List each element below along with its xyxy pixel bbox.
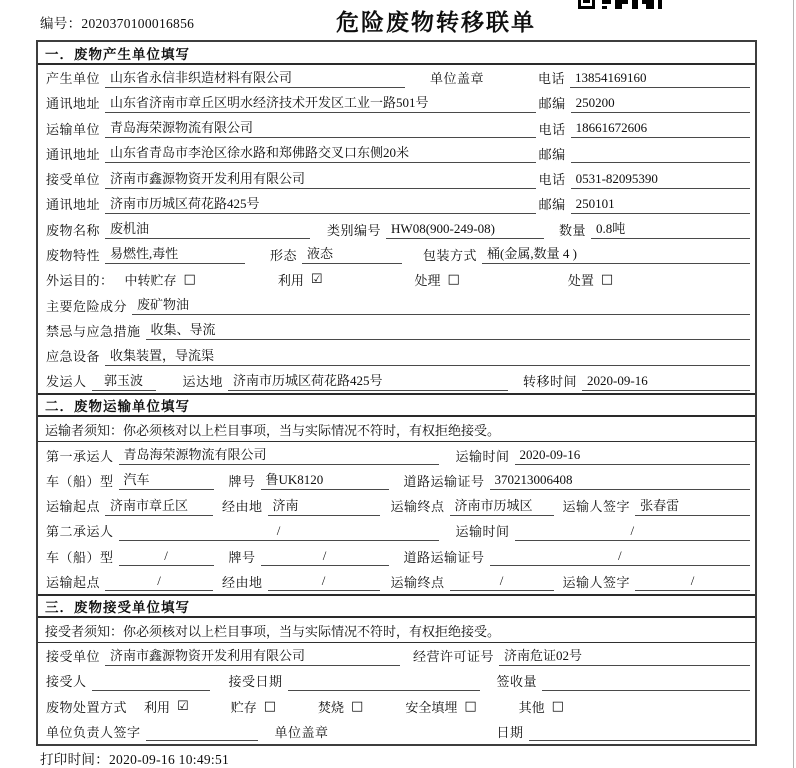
field-label: 运输时间 — [455, 524, 510, 540]
print-time-label: 打印时间： — [40, 752, 109, 767]
field-value: / — [450, 571, 554, 591]
field-value: / — [635, 571, 750, 591]
field-label: 单位盖章 — [430, 71, 485, 87]
field-label: 电话 — [538, 172, 566, 188]
row-transport-unit — [38, 116, 755, 141]
checkbox-icon: □ — [551, 698, 564, 714]
field-value: 济南危证02号 — [499, 646, 750, 666]
field-label: 道路运输证号 — [403, 549, 485, 565]
field-value: 2020-09-16 — [582, 371, 750, 391]
row-hazard-component — [38, 292, 755, 317]
field-label: 单位负责人签字 — [46, 724, 141, 740]
field-value: 青岛海荣源物流有限公司 — [119, 445, 439, 465]
print-time-value: 2020-09-16 10:49:51 — [109, 752, 230, 767]
field-value: / — [105, 571, 213, 591]
checkbox-icon: □ — [464, 698, 477, 714]
field-value: 易燃性,毒性 — [105, 244, 245, 264]
field-value — [542, 671, 750, 691]
field-value: 山东省青岛市李沧区徐水路和郑佛路交叉口东侧20米 — [105, 143, 536, 163]
field-label: 运输终点 — [390, 574, 445, 590]
receiver-notice: 接受者须知：你必须核对以上栏目事项，当与实际情况不符时，有权拒绝接受。 — [38, 618, 755, 643]
checkbox-option — [415, 270, 460, 289]
checkbox-option — [318, 697, 363, 716]
field-value: 收集、导流 — [146, 320, 750, 340]
field-value — [92, 671, 210, 691]
field-value: 废矿物油 — [132, 295, 750, 315]
checkbox-icon: □ — [183, 272, 196, 288]
qr-code-cropped-icon — [578, 0, 662, 9]
row-accept-unit — [38, 643, 755, 668]
field-label: 废物名称 — [46, 222, 101, 238]
field-label: 签收量 — [496, 674, 538, 690]
field-label: 第二承运人 — [46, 524, 114, 540]
row-transport-route-2 — [38, 569, 755, 594]
checkbox-label: 中转贮存 — [124, 273, 177, 289]
field-label: 通讯地址 — [46, 96, 101, 112]
field-value: 250200 — [571, 93, 750, 113]
field-label: 运输起点 — [46, 499, 101, 515]
checkbox-icon: □ — [263, 698, 276, 714]
field-value: / — [268, 571, 380, 591]
checkbox-icon: ☑ — [310, 272, 323, 288]
checkbox-option — [125, 270, 196, 289]
field-value: / — [490, 546, 750, 566]
field-value: 370213006408 — [490, 470, 750, 490]
field-value: 青岛海荣源物流有限公司 — [105, 118, 536, 138]
field-value: 张春雷 — [635, 496, 750, 516]
checkbox-label: 处置 — [567, 273, 594, 289]
row-second-carrier — [38, 518, 755, 543]
field-value: 济南 — [268, 496, 380, 516]
row-emergency-equipment — [38, 343, 755, 368]
field-value: 废机油 — [105, 219, 310, 239]
field-label: 运输人签字 — [562, 574, 631, 590]
field-label: 应急设备 — [46, 349, 101, 365]
field-label: 发运人 — [46, 374, 87, 390]
field-label: 运达地 — [182, 374, 224, 390]
field-label: 邮编 — [538, 197, 566, 213]
checkbox-label: 利用 — [277, 273, 304, 289]
print-time — [40, 748, 229, 768]
checkbox-icon: □ — [351, 698, 364, 714]
field-label: 产生单位 — [46, 71, 101, 87]
field-label: 类别编号 — [327, 222, 382, 238]
row-responsible-signature — [38, 719, 755, 744]
field-label: 接受日期 — [228, 674, 283, 690]
field-value: / — [119, 521, 439, 541]
field-value: 收集装置，导流渠 — [105, 346, 750, 366]
field-value — [571, 143, 750, 163]
checkbox-option — [278, 270, 323, 289]
field-label: 包装方式 — [423, 247, 478, 263]
field-label: 运输单位 — [46, 121, 101, 137]
field-value: / — [261, 546, 389, 566]
field-value: 济南市历城区荷花路425号 — [105, 194, 536, 214]
row-vehicle-type-2 — [38, 544, 755, 569]
field-label: 形态 — [270, 247, 298, 263]
field-label: 道路运输证号 — [403, 473, 485, 489]
field-value: 0531-82095390 — [571, 169, 750, 189]
field-value — [288, 671, 480, 691]
field-value: 济南市鑫源物资开发利用有限公司 — [105, 646, 400, 666]
field-label: 接受单位 — [46, 649, 101, 665]
row-transport-route-1 — [38, 493, 755, 518]
field-value: 济南市鑫源物资开发利用有限公司 — [105, 169, 536, 189]
page-title: 危险废物转移联单 — [336, 10, 536, 35]
field-value: 山东省永信非织造材料有限公司 — [105, 68, 405, 88]
page-right-border — [793, 0, 794, 768]
field-value: 山东省济南市章丘区明水经济技术开发区工业一路501号 — [105, 93, 536, 113]
field-label: 经由地 — [222, 499, 263, 515]
field-value: 鲁UK8120 — [261, 470, 389, 490]
field-label: 运输人签字 — [562, 499, 631, 515]
field-value: 13854169160 — [570, 68, 750, 88]
field-label: 车（船）型 — [46, 549, 114, 565]
checkbox-icon: □ — [447, 272, 460, 288]
row-receiver-address — [38, 191, 755, 216]
field-value: 济南市历城区 — [450, 496, 554, 516]
field-label: 接受单位 — [46, 172, 101, 188]
checkbox-option — [405, 697, 476, 716]
field-label: 第一承运人 — [46, 448, 114, 464]
field-label: 日期 — [496, 724, 524, 740]
field-label: 经由地 — [222, 574, 263, 590]
row-outbound-purpose — [38, 267, 755, 292]
serial-label: 编号： — [40, 16, 82, 31]
field-label: 邮编 — [538, 146, 566, 162]
field-label: 车（船）型 — [46, 473, 114, 489]
field-value: 济南市历城区荷花路425号 — [228, 371, 508, 391]
field-label: 运输终点 — [390, 499, 445, 515]
field-label: 单位盖章 — [274, 724, 329, 740]
field-label: 运输时间 — [455, 448, 510, 464]
field-label: 电话 — [537, 71, 565, 87]
row-waste-name — [38, 217, 755, 242]
field-value — [529, 721, 750, 741]
field-label: 牌号 — [228, 549, 256, 565]
checkbox-icon: ☑ — [177, 698, 189, 714]
field-value: 2020-09-16 — [515, 445, 750, 465]
row-waste-property — [38, 242, 755, 267]
row-emergency-measures — [38, 318, 755, 343]
checkbox-option — [568, 270, 613, 289]
checkbox-label: 安全填埋 — [405, 699, 458, 715]
field-label: 数量 — [559, 222, 587, 238]
row-acceptor — [38, 668, 755, 693]
row-producer-address — [38, 90, 755, 115]
section3-header: 三．废物接受单位填写 — [38, 594, 755, 618]
field-label: 主要危险成分 — [46, 298, 128, 314]
field-value: 郭玉波 — [92, 371, 156, 391]
checkbox-label: 焚烧 — [318, 699, 345, 715]
transporter-notice: 运输者须知：你必须核对以上栏目事项，当与实际情况不符时，有权拒绝接受。 — [38, 417, 755, 442]
field-value: 0.8吨 — [591, 219, 750, 239]
field-label: 废物处置方式 — [46, 699, 128, 715]
field-value: / — [119, 546, 214, 566]
field-label: 电话 — [538, 121, 566, 137]
field-label: 外运目的： — [46, 273, 114, 289]
field-label: 转移时间 — [523, 374, 578, 390]
field-value — [146, 721, 258, 741]
form-table — [36, 40, 757, 746]
row-receiver-unit — [38, 166, 755, 191]
checkbox-label: 处理 — [414, 273, 441, 289]
checkbox-icon: □ — [600, 272, 614, 288]
field-label: 接受人 — [46, 674, 87, 690]
field-value: 液态 — [302, 244, 402, 264]
field-value: / — [515, 521, 750, 541]
checkbox-label: 贮存 — [230, 699, 257, 715]
field-label: 运输起点 — [46, 574, 101, 590]
field-label: 废物特性 — [46, 247, 101, 263]
field-label: 牌号 — [228, 473, 256, 489]
field-label: 经营许可证号 — [413, 649, 495, 665]
section2-header: 二．废物运输单位填写 — [38, 393, 755, 417]
field-value: 250101 — [571, 194, 750, 214]
checkbox-label: 利用 — [144, 699, 171, 715]
field-value: HW08(900-249-08) — [386, 219, 544, 239]
row-first-carrier — [38, 442, 755, 467]
field-value: 汽车 — [119, 470, 214, 490]
field-label: 邮编 — [538, 96, 566, 112]
row-consignor — [38, 368, 755, 393]
field-label: 禁忌与应急措施 — [46, 323, 141, 339]
field-value: 18661672606 — [571, 118, 750, 138]
field-value: 济南市章丘区 — [105, 496, 213, 516]
checkbox-option — [231, 697, 276, 716]
row-producer-unit — [38, 65, 755, 90]
checkbox-option — [144, 697, 189, 716]
field-label: 通讯地址 — [46, 146, 101, 162]
field-value: 桶(金属,数量 4 ) — [482, 244, 750, 264]
checkbox-label: 其他 — [518, 699, 545, 715]
serial-value: 2020370100016856 — [81, 16, 195, 31]
row-disposal-method — [38, 694, 755, 719]
section1-header: 一．废物产生单位填写 — [38, 42, 755, 65]
row-transport-address — [38, 141, 755, 166]
row-vehicle-type-1 — [38, 468, 755, 493]
field-label: 通讯地址 — [46, 197, 101, 213]
checkbox-option — [519, 697, 564, 716]
